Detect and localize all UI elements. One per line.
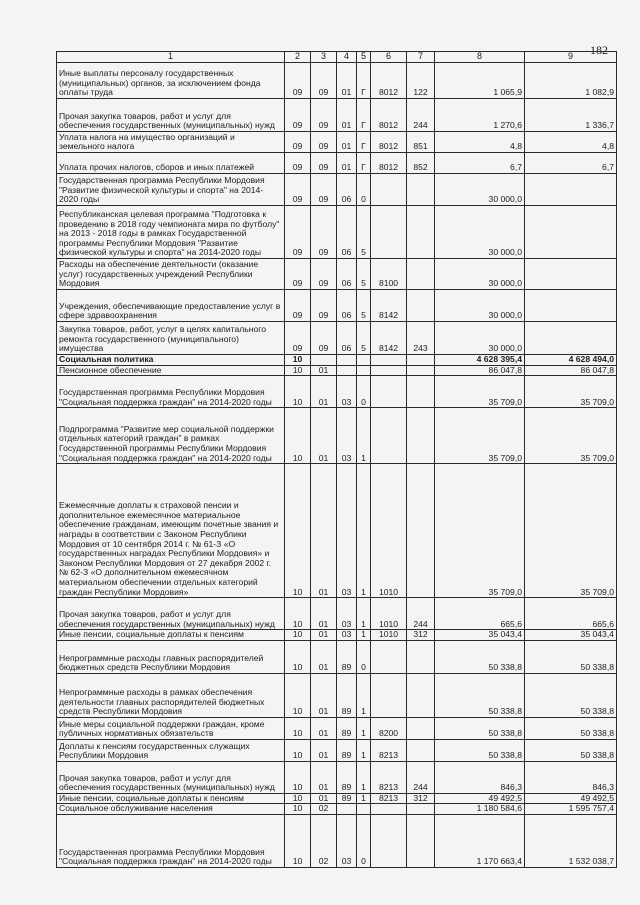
table-row <box>57 259 617 290</box>
code-cell <box>407 376 435 408</box>
code-cell: 09 <box>285 63 311 99</box>
table-row <box>57 99 617 132</box>
code-cell: 01 <box>311 376 337 408</box>
row-name-cell: Социальное обслуживание населения <box>57 804 285 815</box>
row-name-cell: Подпрограмма "Развитие мер социальной поддержки отдельных категорий граждан" в рамках Государственной программы Республики Мордовия "Социальная поддержка граждан" на 2014-2020 годы <box>57 408 285 464</box>
amount-cell: 35 709,0 <box>525 376 617 408</box>
code-cell: 1 <box>357 464 371 598</box>
amount-cell <box>525 290 617 322</box>
code-cell: 03 <box>337 814 357 867</box>
table-row <box>57 376 617 408</box>
code-cell <box>407 814 435 867</box>
code-cell: 1 <box>357 408 371 464</box>
amount-cell: 1 270,6 <box>435 99 525 132</box>
code-cell: 09 <box>285 153 311 174</box>
column-header: 5 <box>357 52 371 63</box>
code-cell: 01 <box>311 761 337 793</box>
code-cell <box>407 355 435 366</box>
code-cell: 09 <box>311 174 337 206</box>
code-cell: 1 <box>357 598 371 630</box>
amount-cell: 4,8 <box>525 132 617 153</box>
amount-cell: 50 338,8 <box>525 739 617 761</box>
code-cell: 0 <box>357 640 371 673</box>
code-cell: 89 <box>337 739 357 761</box>
header-row <box>57 52 617 63</box>
code-cell <box>371 365 407 376</box>
code-cell: 10 <box>285 814 311 867</box>
code-cell: 0 <box>357 174 371 206</box>
code-cell: 312 <box>407 793 435 804</box>
amount-cell: 6,7 <box>525 153 617 174</box>
code-cell: 09 <box>311 322 337 355</box>
column-header: 8 <box>435 52 525 63</box>
table-row <box>57 63 617 99</box>
code-cell <box>407 290 435 322</box>
code-cell: 06 <box>337 174 357 206</box>
amount-cell: 6,7 <box>435 153 525 174</box>
table-row <box>57 355 617 366</box>
code-cell: 01 <box>311 630 337 641</box>
code-cell: 8213 <box>371 793 407 804</box>
table-row <box>57 630 617 641</box>
column-header: 2 <box>285 52 311 63</box>
code-cell: 10 <box>285 793 311 804</box>
row-name-cell: Уплата налога на имущество организаций и земельного налога <box>57 132 285 153</box>
code-cell <box>357 804 371 815</box>
amount-cell: 35 709,0 <box>525 408 617 464</box>
code-cell: 10 <box>285 376 311 408</box>
amount-cell: 50 338,8 <box>525 673 617 717</box>
code-cell: 1010 <box>371 598 407 630</box>
column-header: 6 <box>371 52 407 63</box>
column-header: 1 <box>57 52 285 63</box>
code-cell <box>407 804 435 815</box>
column-header: 3 <box>311 52 337 63</box>
code-cell: 06 <box>337 290 357 322</box>
amount-cell: 1 336,7 <box>525 99 617 132</box>
code-cell: 244 <box>407 99 435 132</box>
code-cell: 09 <box>311 132 337 153</box>
table-row <box>57 814 617 867</box>
code-cell: 10 <box>285 355 311 366</box>
code-cell: 89 <box>337 761 357 793</box>
code-cell <box>407 408 435 464</box>
code-cell: 03 <box>337 464 357 598</box>
amount-cell <box>525 174 617 206</box>
code-cell: Г <box>357 63 371 99</box>
table-row <box>57 365 617 376</box>
amount-cell: 86 047,8 <box>525 365 617 376</box>
amount-cell: 50 338,8 <box>525 640 617 673</box>
amount-cell <box>525 206 617 259</box>
code-cell: 1 <box>357 793 371 804</box>
code-cell: 8012 <box>371 99 407 132</box>
code-cell: 1 <box>357 761 371 793</box>
code-cell: 09 <box>311 290 337 322</box>
amount-cell: 49 492,5 <box>435 793 525 804</box>
code-cell: 01 <box>311 598 337 630</box>
amount-cell: 30 000,0 <box>435 322 525 355</box>
code-cell: 5 <box>357 259 371 290</box>
code-cell: 09 <box>285 290 311 322</box>
code-cell: 10 <box>285 804 311 815</box>
column-header: 9 <box>525 52 617 63</box>
amount-cell: 4 628 494,0 <box>525 355 617 366</box>
row-name-cell: Государственная программа Республики Мордовия "Социальная поддержка граждан" на 2014-2020 годы <box>57 376 285 408</box>
code-cell <box>407 673 435 717</box>
amount-cell: 1 065,9 <box>435 63 525 99</box>
amount-cell: 35 709,0 <box>435 408 525 464</box>
code-cell: 10 <box>285 464 311 598</box>
column-header: 7 <box>407 52 435 63</box>
budget-table <box>56 51 617 868</box>
table-row <box>57 793 617 804</box>
code-cell: 8142 <box>371 290 407 322</box>
column-header: 4 <box>337 52 357 63</box>
code-cell <box>371 640 407 673</box>
code-cell: 852 <box>407 153 435 174</box>
amount-cell: 1 180 584,6 <box>435 804 525 815</box>
code-cell: 01 <box>311 717 337 739</box>
code-cell <box>337 365 357 376</box>
row-name-cell: Пенсионное обеспечение <box>57 365 285 376</box>
code-cell <box>337 355 357 366</box>
code-cell: 1010 <box>371 630 407 641</box>
row-name-cell: Расходы на обеспечение деятельности (оказание услуг) государственных учреждений Республики Мордовия <box>57 259 285 290</box>
code-cell: 09 <box>311 259 337 290</box>
amount-cell: 86 047,8 <box>435 365 525 376</box>
code-cell: 8142 <box>371 322 407 355</box>
amount-cell: 665,6 <box>435 598 525 630</box>
code-cell <box>371 174 407 206</box>
code-cell: 851 <box>407 132 435 153</box>
amount-cell: 49 492,5 <box>525 793 617 804</box>
amount-cell: 35 709,0 <box>435 376 525 408</box>
amount-cell: 35 043,4 <box>525 630 617 641</box>
code-cell <box>371 673 407 717</box>
amount-cell: 4,8 <box>435 132 525 153</box>
table-row <box>57 673 617 717</box>
code-cell: 03 <box>337 376 357 408</box>
table-row <box>57 598 617 630</box>
code-cell: 243 <box>407 322 435 355</box>
amount-cell: 665,6 <box>525 598 617 630</box>
code-cell: 03 <box>337 630 357 641</box>
code-cell: 01 <box>337 63 357 99</box>
code-cell: 10 <box>285 630 311 641</box>
code-cell: 09 <box>311 153 337 174</box>
row-name-cell: Учреждения, обеспечивающие предоставление услуг в сфере здравоохранения <box>57 290 285 322</box>
code-cell: 1 <box>357 630 371 641</box>
amount-cell: 1 595 757,4 <box>525 804 617 815</box>
code-cell: 8012 <box>371 132 407 153</box>
code-cell: 01 <box>311 793 337 804</box>
code-cell: 09 <box>285 174 311 206</box>
row-name-cell: Ежемесячные доплаты к страховой пенсии и дополнительное ежемесячное материальное обеспечение гражданам, имеющим почетные звания и награды в соответствии с Законом Республики Мордовия от 10 сентября 2014 г. № 61-З «О государственных наградах Республики Мордовия» и Законом Республики Мордовия от 27 декабря 2002 г. № 62-З «О дополнительном ежемесячном материальном обеспечении отдельных категорий граждан Республики Мордовия» <box>57 464 285 598</box>
code-cell <box>337 804 357 815</box>
table-row <box>57 464 617 598</box>
code-cell: 8100 <box>371 259 407 290</box>
code-cell: 89 <box>337 640 357 673</box>
code-cell: 03 <box>337 408 357 464</box>
code-cell: 01 <box>311 640 337 673</box>
row-name-cell: Иные выплаты персоналу государственных (муниципальных) органов, за исключением фонда оплаты труда <box>57 63 285 99</box>
row-name-cell: Республиканская целевая программа "Подготовка к проведению в 2018 году чемпионата мира по футболу" на 2013 - 2018 годы в рамках Государственной программы Республики Мордовия "Развитие физической культуры и спорта" на 2014-2020 годы <box>57 206 285 259</box>
code-cell: 5 <box>357 322 371 355</box>
code-cell <box>371 206 407 259</box>
amount-cell: 846,3 <box>435 761 525 793</box>
code-cell <box>371 376 407 408</box>
row-name-cell: Уплата прочих налогов, сборов и иных платежей <box>57 153 285 174</box>
row-name-cell: Государственная программа Республики Мордовия "Социальная поддержка граждан" на 2014-2020 годы <box>57 814 285 867</box>
code-cell: 1010 <box>371 464 407 598</box>
code-cell: 03 <box>337 598 357 630</box>
table-row <box>57 206 617 259</box>
code-cell <box>371 408 407 464</box>
code-cell: 89 <box>337 793 357 804</box>
code-cell: 1 <box>357 673 371 717</box>
code-cell <box>371 355 407 366</box>
code-cell: 244 <box>407 761 435 793</box>
code-cell: 09 <box>285 132 311 153</box>
code-cell: Г <box>357 132 371 153</box>
table-row <box>57 717 617 739</box>
row-name-cell: Иные меры социальной поддержки граждан, кроме публичных нормативных обязательств <box>57 717 285 739</box>
code-cell <box>311 355 337 366</box>
code-cell: 8213 <box>371 739 407 761</box>
code-cell: 09 <box>285 322 311 355</box>
code-cell: 01 <box>337 132 357 153</box>
table-row <box>57 804 617 815</box>
code-cell: 10 <box>285 739 311 761</box>
row-name-cell: Непрограммные расходы главных распорядителей бюджетных средств Республики Мордовия <box>57 640 285 673</box>
code-cell: 1 <box>357 739 371 761</box>
code-cell: 5 <box>357 206 371 259</box>
table-row <box>57 739 617 761</box>
row-name-cell: Прочая закупка товаров, работ и услуг для обеспечения государственных (муниципальных) нужд <box>57 99 285 132</box>
code-cell: 06 <box>337 259 357 290</box>
code-cell: 244 <box>407 598 435 630</box>
code-cell: 0 <box>357 376 371 408</box>
amount-cell: 50 338,8 <box>435 739 525 761</box>
amount-cell: 846,3 <box>525 761 617 793</box>
code-cell: 10 <box>285 717 311 739</box>
code-cell: 09 <box>311 206 337 259</box>
amount-cell: 30 000,0 <box>435 206 525 259</box>
code-cell: 06 <box>337 322 357 355</box>
code-cell: 10 <box>285 365 311 376</box>
amount-cell: 35 043,4 <box>435 630 525 641</box>
code-cell <box>371 814 407 867</box>
amount-cell: 30 000,0 <box>435 174 525 206</box>
code-cell <box>407 464 435 598</box>
code-cell <box>357 355 371 366</box>
code-cell: 8012 <box>371 63 407 99</box>
table-row <box>57 174 617 206</box>
row-name-cell: Иные пенсии, социальные доплаты к пенсиям <box>57 630 285 641</box>
code-cell: 01 <box>311 739 337 761</box>
code-cell: 09 <box>285 206 311 259</box>
code-cell <box>407 365 435 376</box>
amount-cell: 30 000,0 <box>435 259 525 290</box>
code-cell: 02 <box>311 804 337 815</box>
table-row <box>57 408 617 464</box>
code-cell: 02 <box>311 814 337 867</box>
code-cell: 01 <box>311 464 337 598</box>
code-cell: 10 <box>285 761 311 793</box>
code-cell: 89 <box>337 717 357 739</box>
code-cell <box>407 717 435 739</box>
amount-cell: 50 338,8 <box>435 717 525 739</box>
row-name-cell: Иные пенсии, социальные доплаты к пенсиям <box>57 793 285 804</box>
code-cell <box>371 804 407 815</box>
row-name-cell: Непрограммные расходы в рамках обеспечения деятельности главных распорядителей бюджетных средств Республики Мордовия <box>57 673 285 717</box>
code-cell: 01 <box>311 365 337 376</box>
amount-cell: 35 709,0 <box>525 464 617 598</box>
code-cell: 06 <box>337 206 357 259</box>
row-name-cell: Прочая закупка товаров, работ и услуг для обеспечения государственных (муниципальных) нужд <box>57 761 285 793</box>
row-name-cell: Доплаты к пенсиям государственных служащих Республики Мордовия <box>57 739 285 761</box>
table-row <box>57 290 617 322</box>
code-cell: 89 <box>337 673 357 717</box>
code-cell <box>407 174 435 206</box>
table-row <box>57 761 617 793</box>
row-name-cell: Социальная политика <box>57 355 285 366</box>
code-cell <box>357 365 371 376</box>
code-cell: 8012 <box>371 153 407 174</box>
code-cell: 01 <box>337 153 357 174</box>
table-row <box>57 153 617 174</box>
code-cell: 01 <box>311 673 337 717</box>
code-cell: 09 <box>285 259 311 290</box>
amount-cell: 50 338,8 <box>525 717 617 739</box>
code-cell <box>407 640 435 673</box>
code-cell: 09 <box>311 63 337 99</box>
amount-cell: 50 338,8 <box>435 673 525 717</box>
amount-cell: 30 000,0 <box>435 290 525 322</box>
code-cell: 10 <box>285 640 311 673</box>
page-number: 182 <box>590 43 608 57</box>
table-row <box>57 640 617 673</box>
row-name-cell: Закупка товаров, работ, услуг в целях капитального ремонта государственного (муниципального) имущества <box>57 322 285 355</box>
row-name-cell: Государственная программа Республики Мордовия "Развитие физической культуры и спорта" на 2014-2020 годы <box>57 174 285 206</box>
amount-cell <box>525 259 617 290</box>
amount-cell: 1 082,9 <box>525 63 617 99</box>
code-cell: 8200 <box>371 717 407 739</box>
amount-cell <box>525 322 617 355</box>
code-cell: Г <box>357 153 371 174</box>
table-row <box>57 322 617 355</box>
row-name-cell: Прочая закупка товаров, работ и услуг для обеспечения государственных (муниципальных) нужд <box>57 598 285 630</box>
code-cell: Г <box>357 99 371 132</box>
code-cell: 1 <box>357 717 371 739</box>
code-cell <box>407 259 435 290</box>
code-cell <box>407 739 435 761</box>
code-cell: 10 <box>285 408 311 464</box>
code-cell <box>407 206 435 259</box>
amount-cell: 35 709,0 <box>435 464 525 598</box>
code-cell: 5 <box>357 290 371 322</box>
code-cell: 122 <box>407 63 435 99</box>
code-cell: 01 <box>337 99 357 132</box>
amount-cell: 1 170 663,4 <box>435 814 525 867</box>
amount-cell: 1 532 038,7 <box>525 814 617 867</box>
code-cell: 10 <box>285 673 311 717</box>
table-row <box>57 132 617 153</box>
amount-cell: 4 628 395,4 <box>435 355 525 366</box>
code-cell: 0 <box>357 814 371 867</box>
code-cell: 09 <box>285 99 311 132</box>
code-cell: 8213 <box>371 761 407 793</box>
code-cell: 10 <box>285 598 311 630</box>
code-cell: 312 <box>407 630 435 641</box>
amount-cell: 50 338,8 <box>435 640 525 673</box>
code-cell: 09 <box>311 99 337 132</box>
code-cell: 01 <box>311 408 337 464</box>
